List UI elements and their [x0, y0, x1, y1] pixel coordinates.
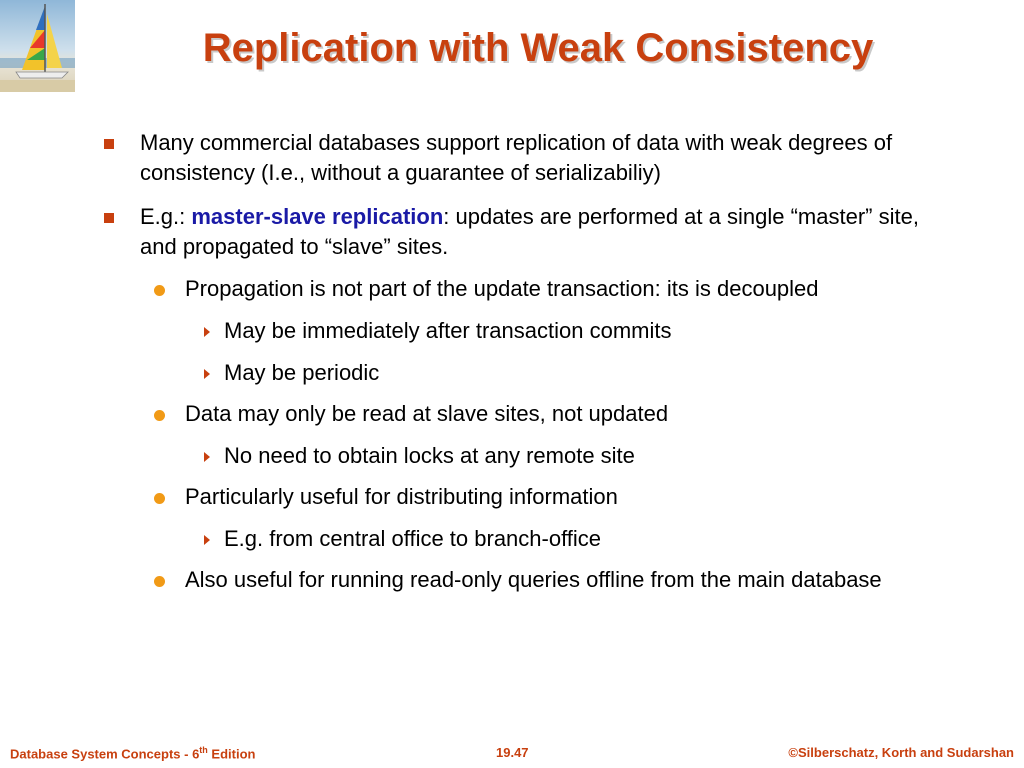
bullet-text: May be periodic — [224, 360, 380, 385]
round-bullet-icon — [154, 410, 165, 421]
footer-copyright: ©Silberschatz, Korth and Sudarshan — [788, 745, 1014, 760]
bullet-text: May be immediately after transaction commits — [224, 318, 672, 343]
round-bullet-icon — [154, 576, 165, 587]
bullet-item-1 — [140, 128, 920, 188]
bullet-text: Data may only be read at slave sites, not updated — [185, 401, 669, 426]
bullet-text-prefix: E.g.: — [140, 204, 192, 229]
bullet-text-suffix: : updates are performed at a single “master” site, and propagated to “slave” sites. — [140, 204, 919, 259]
sub-bullet-2 — [185, 399, 945, 429]
footer-edition-sup: th — [199, 745, 208, 755]
bullet-text: Many commercial databases support replication of data with weak degrees of consistency (I.e., without a guarantee of serializabiliy) — [140, 130, 893, 185]
footer-page-number: 19.47 — [496, 745, 529, 760]
round-bullet-icon — [154, 493, 165, 504]
bullet-text: Propagation is not part of the update transaction: its is decoupled — [185, 276, 819, 301]
slide-title: Replication with Weak Consistency — [202, 26, 874, 70]
footer-edition-text: Edition — [207, 746, 256, 762]
emphasized-term: master-slave replication — [191, 204, 444, 229]
square-bullet-icon — [104, 213, 114, 223]
bullet-text: Particularly useful for distributing information — [185, 484, 618, 509]
sub-sub-bullet-3a — [224, 524, 924, 554]
sub-sub-bullet-1a — [224, 316, 924, 346]
round-bullet-icon — [154, 285, 165, 296]
sub-bullet-1 — [185, 274, 945, 304]
footer-book-title — [10, 745, 255, 761]
bullet-text: No need to obtain locks at any remote site — [224, 443, 635, 468]
bullet-text: Also useful for running read-only queries offline from the main database — [185, 567, 882, 592]
triangle-bullet-icon — [204, 327, 210, 337]
sub-sub-bullet-2a — [224, 441, 924, 471]
triangle-bullet-icon — [204, 452, 210, 462]
triangle-bullet-icon — [204, 369, 210, 379]
triangle-bullet-icon — [204, 535, 210, 545]
bullet-item-2 — [140, 202, 920, 262]
footer-book-text: Database System Concepts - 6 — [10, 746, 200, 762]
sub-bullet-3 — [185, 482, 945, 512]
bullet-text: E.g. from central office to branch-office — [224, 526, 602, 551]
sub-sub-bullet-1b — [224, 358, 924, 388]
sub-bullet-4 — [185, 565, 905, 595]
square-bullet-icon — [104, 139, 114, 149]
